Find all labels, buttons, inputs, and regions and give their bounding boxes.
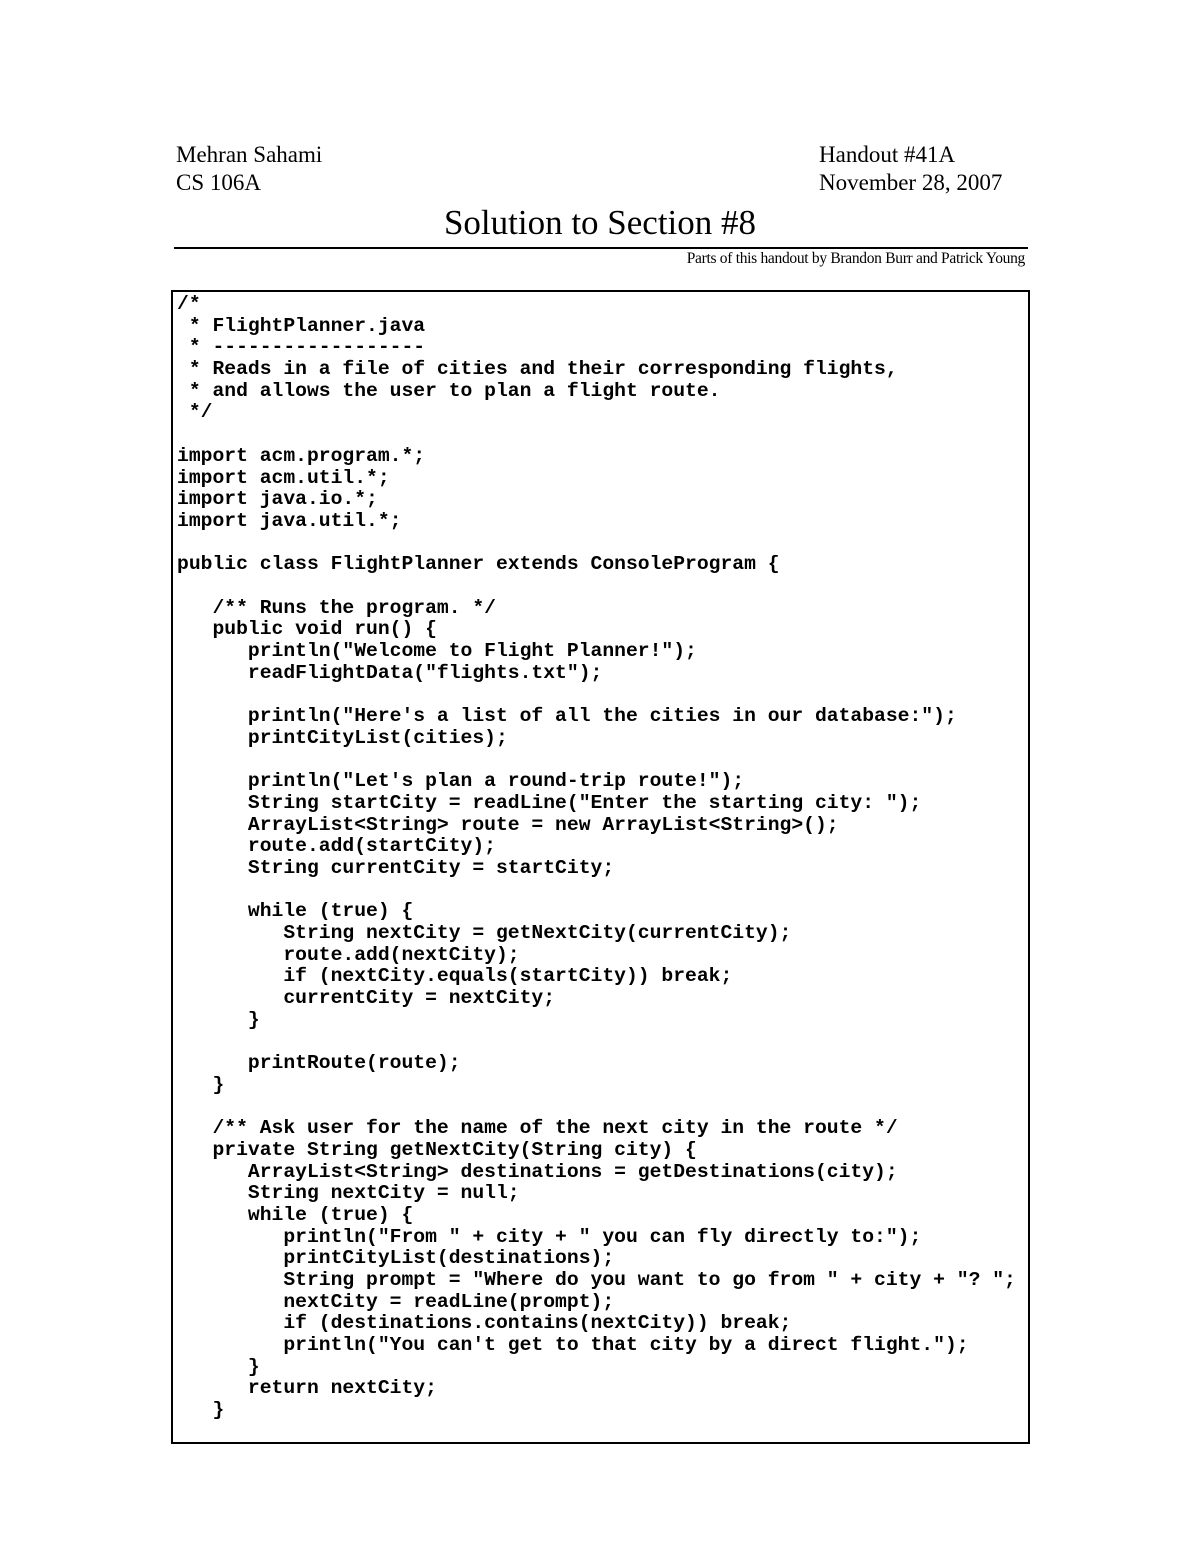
code-line: nextCity = readLine(prompt);: [177, 1290, 615, 1313]
code-line: [177, 424, 1016, 446]
code-line: * ------------------: [177, 336, 426, 359]
code-line: [177, 684, 1016, 706]
code-line: }: [177, 1008, 260, 1031]
code-line: import acm.util.*;: [177, 466, 390, 489]
code-line: * FlightPlanner.java: [177, 314, 426, 337]
code-line: * and allows the user to plan a flight route.: [177, 379, 721, 402]
code-line: */: [177, 401, 213, 424]
code-line: import acm.program.*;: [177, 444, 426, 467]
code-line: [177, 576, 1016, 598]
code-line: }: [177, 1399, 225, 1422]
code-line: String nextCity = null;: [177, 1182, 520, 1205]
code-line: while (true) {: [177, 1203, 414, 1226]
code-line: printCityList(destinations);: [177, 1247, 615, 1270]
code-line: [177, 533, 1016, 555]
code-line: println("You can't get to that city by a direct flight.");: [177, 1334, 969, 1356]
code-line: ArrayList<String> destinations = getDestinations(city);: [177, 1160, 898, 1183]
page-title: Solution to Section #8: [443, 203, 757, 242]
code-line: [177, 749, 1016, 771]
code-line: import java.io.*;: [177, 488, 378, 511]
code-line: String prompt = "Where do you want to go from " + city + "? ";: [177, 1268, 1016, 1291]
code-line: println("Let's plan a round-trip route!");: [177, 770, 745, 793]
course-name: CS 106A: [176, 170, 261, 195]
code-line: ArrayList<String> route = new ArrayList<String>();: [177, 813, 839, 836]
code-line: /** Ask user for the name of the next city in the route */: [177, 1117, 898, 1140]
code-line: currentCity = nextCity;: [177, 987, 556, 1009]
code-line: printCityList(cities);: [177, 726, 508, 749]
code-line: printRoute(route);: [177, 1052, 461, 1075]
code-line: if (nextCity.equals(startCity)) break;: [177, 965, 733, 988]
code-line: }: [177, 1355, 260, 1378]
code-line: readFlightData("flights.txt");: [177, 661, 603, 684]
code-line: route.add(nextCity);: [177, 943, 520, 966]
code-line: import java.util.*;: [177, 509, 402, 532]
code-line: String startCity = readLine("Enter the starting city: ");: [177, 791, 922, 814]
code-line: println("Welcome to Flight Planner!");: [177, 640, 697, 662]
author-name: Mehran Sahami: [176, 142, 323, 167]
code-line: while (true) {: [177, 900, 414, 923]
code-line: String currentCity = startCity;: [177, 856, 615, 879]
code-line: public class FlightPlanner extends ConsoleProgram {: [177, 553, 780, 576]
code-line: * Reads in a file of cities and their corresponding flights,: [177, 358, 898, 381]
code-line: /** Runs the program. */: [177, 596, 496, 619]
code-line: if (destinations.contains(nextCity)) break;: [177, 1312, 792, 1335]
code-listing: [177, 294, 1016, 1422]
code-line: [177, 1096, 1016, 1118]
code-line: /*: [177, 293, 201, 315]
code-line: route.add(startCity);: [177, 835, 496, 858]
code-line: }: [177, 1073, 225, 1096]
code-line: println("From " + city + " you can fly directly to:");: [177, 1225, 922, 1248]
handout-number: Handout #41A: [819, 142, 956, 167]
handout-date: November 28, 2007: [819, 170, 1003, 195]
code-line: private String getNextCity(String city) {: [177, 1138, 697, 1161]
code-line: println("Here's a list of all the cities in our database:");: [177, 705, 957, 728]
code-line: [177, 880, 1016, 902]
author-credit: Parts of this handout by Brandon Burr and Patrick Young: [686, 250, 1025, 267]
code-listing-box: [171, 290, 1030, 1444]
code-line: return nextCity;: [177, 1377, 437, 1400]
code-line: public void run() {: [177, 618, 437, 641]
code-line: [177, 1031, 1016, 1053]
code-line: String nextCity = getNextCity(currentCity);: [177, 921, 792, 944]
